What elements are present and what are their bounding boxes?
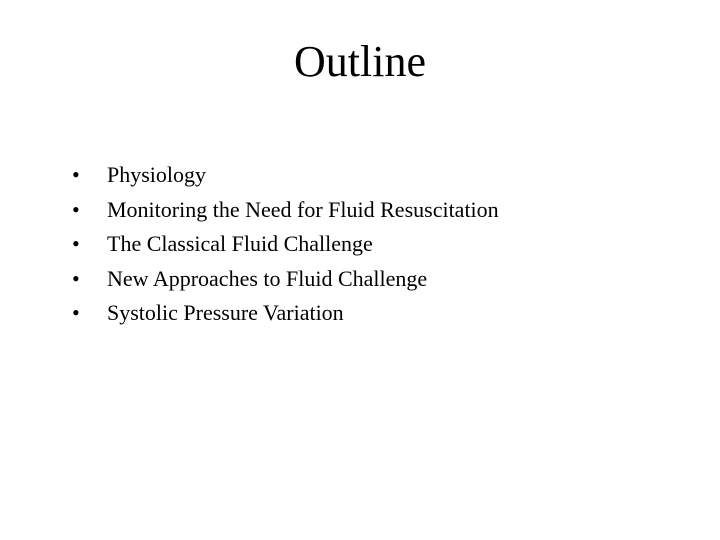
outline-item-label: Monitoring the Need for Fluid Resuscitation: [107, 196, 499, 222]
outline-item-label: Systolic Pressure Variation: [107, 300, 344, 325]
bullet-icon: •: [72, 196, 80, 222]
bullet-icon: •: [72, 162, 80, 187]
outline-list: [72, 158, 499, 331]
slide-title: Outline: [294, 37, 426, 86]
outline-item-systolic-pressure-variation: [72, 296, 499, 331]
bullet-icon: •: [72, 300, 80, 325]
outline-item-physiology: [72, 158, 499, 193]
bullet-icon: •: [72, 265, 80, 291]
outline-item-label: The Classical Fluid Challenge: [107, 231, 373, 256]
outline-item-classical-fluid-challenge: [72, 227, 499, 262]
bullet-icon: •: [72, 231, 80, 256]
outline-item-new-approaches: [72, 262, 499, 297]
outline-item-monitoring: [72, 193, 499, 228]
outline-item-label: New Approaches to Fluid Challenge: [107, 265, 428, 291]
outline-item-label: Physiology: [107, 162, 207, 187]
